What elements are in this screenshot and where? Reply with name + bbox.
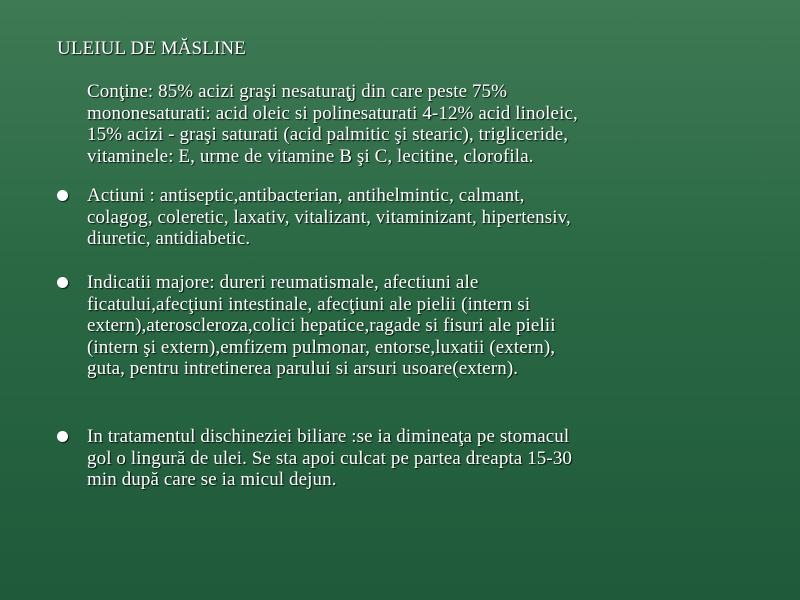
bullet-line: diuretic, antidiabetic.: [87, 228, 251, 249]
slide-title: ULEIUL DE MĂSLINE: [57, 38, 246, 59]
intro-line: Conţine: 85% acizi graşi nesaturaţj din care peste 75%: [87, 81, 508, 102]
intro-line: vitaminele: E, urme de vitamine B şi C, lecitine, clorofila.: [87, 145, 534, 167]
intro-paragraph: [87, 81, 687, 167]
bullet-line: extern),ateroscleroza,colici hepatice,ragade si fisuri ale pielii: [87, 315, 556, 336]
bullet-line: gol o lingură de ulei. Se sta apoi culcat pe partea dreapta 15-30: [87, 447, 573, 469]
bullet-line: Indicatii majore: dureri reumatismale, afectiuni ale: [87, 272, 479, 293]
bullet-line: min după care se ia micul dejun.: [87, 469, 337, 490]
intro-line: 15% acizi - graşi saturati (acid palmitic şi stearic), trigliceride,: [87, 124, 569, 145]
bullet-text: [87, 185, 677, 250]
bullet-line: (intern şi extern),emfizem pulmonar, entorse,luxatii (extern),: [87, 336, 556, 358]
bullet-line: Actiuni : antiseptic,antibacterian, antihelmintic, calmant,: [87, 185, 525, 206]
bullet-text: [87, 426, 677, 491]
bullet-line: colagog, coleretic, laxativ, vitalizant, vitaminizant, hipertensiv,: [87, 206, 571, 228]
bullet-icon: [57, 190, 68, 201]
bullet-line: ficatului,afecţiuni intestinale, afecţiuni ale pielii (intern si: [87, 293, 531, 315]
intro-line: mononesaturati: acid oleic si polinesaturati 4-12% acid linoleic,: [87, 102, 578, 124]
bullet-icon: [57, 277, 68, 288]
bullet-line: In tratamentul dischineziei biliare :se ia dimineaţa pe stomacul: [87, 426, 570, 447]
bullet-line: guta, pentru intretinerea parului si arsuri usoare(extern).: [87, 358, 519, 379]
bullet-text: [87, 272, 677, 380]
bullet-icon: [57, 431, 68, 442]
